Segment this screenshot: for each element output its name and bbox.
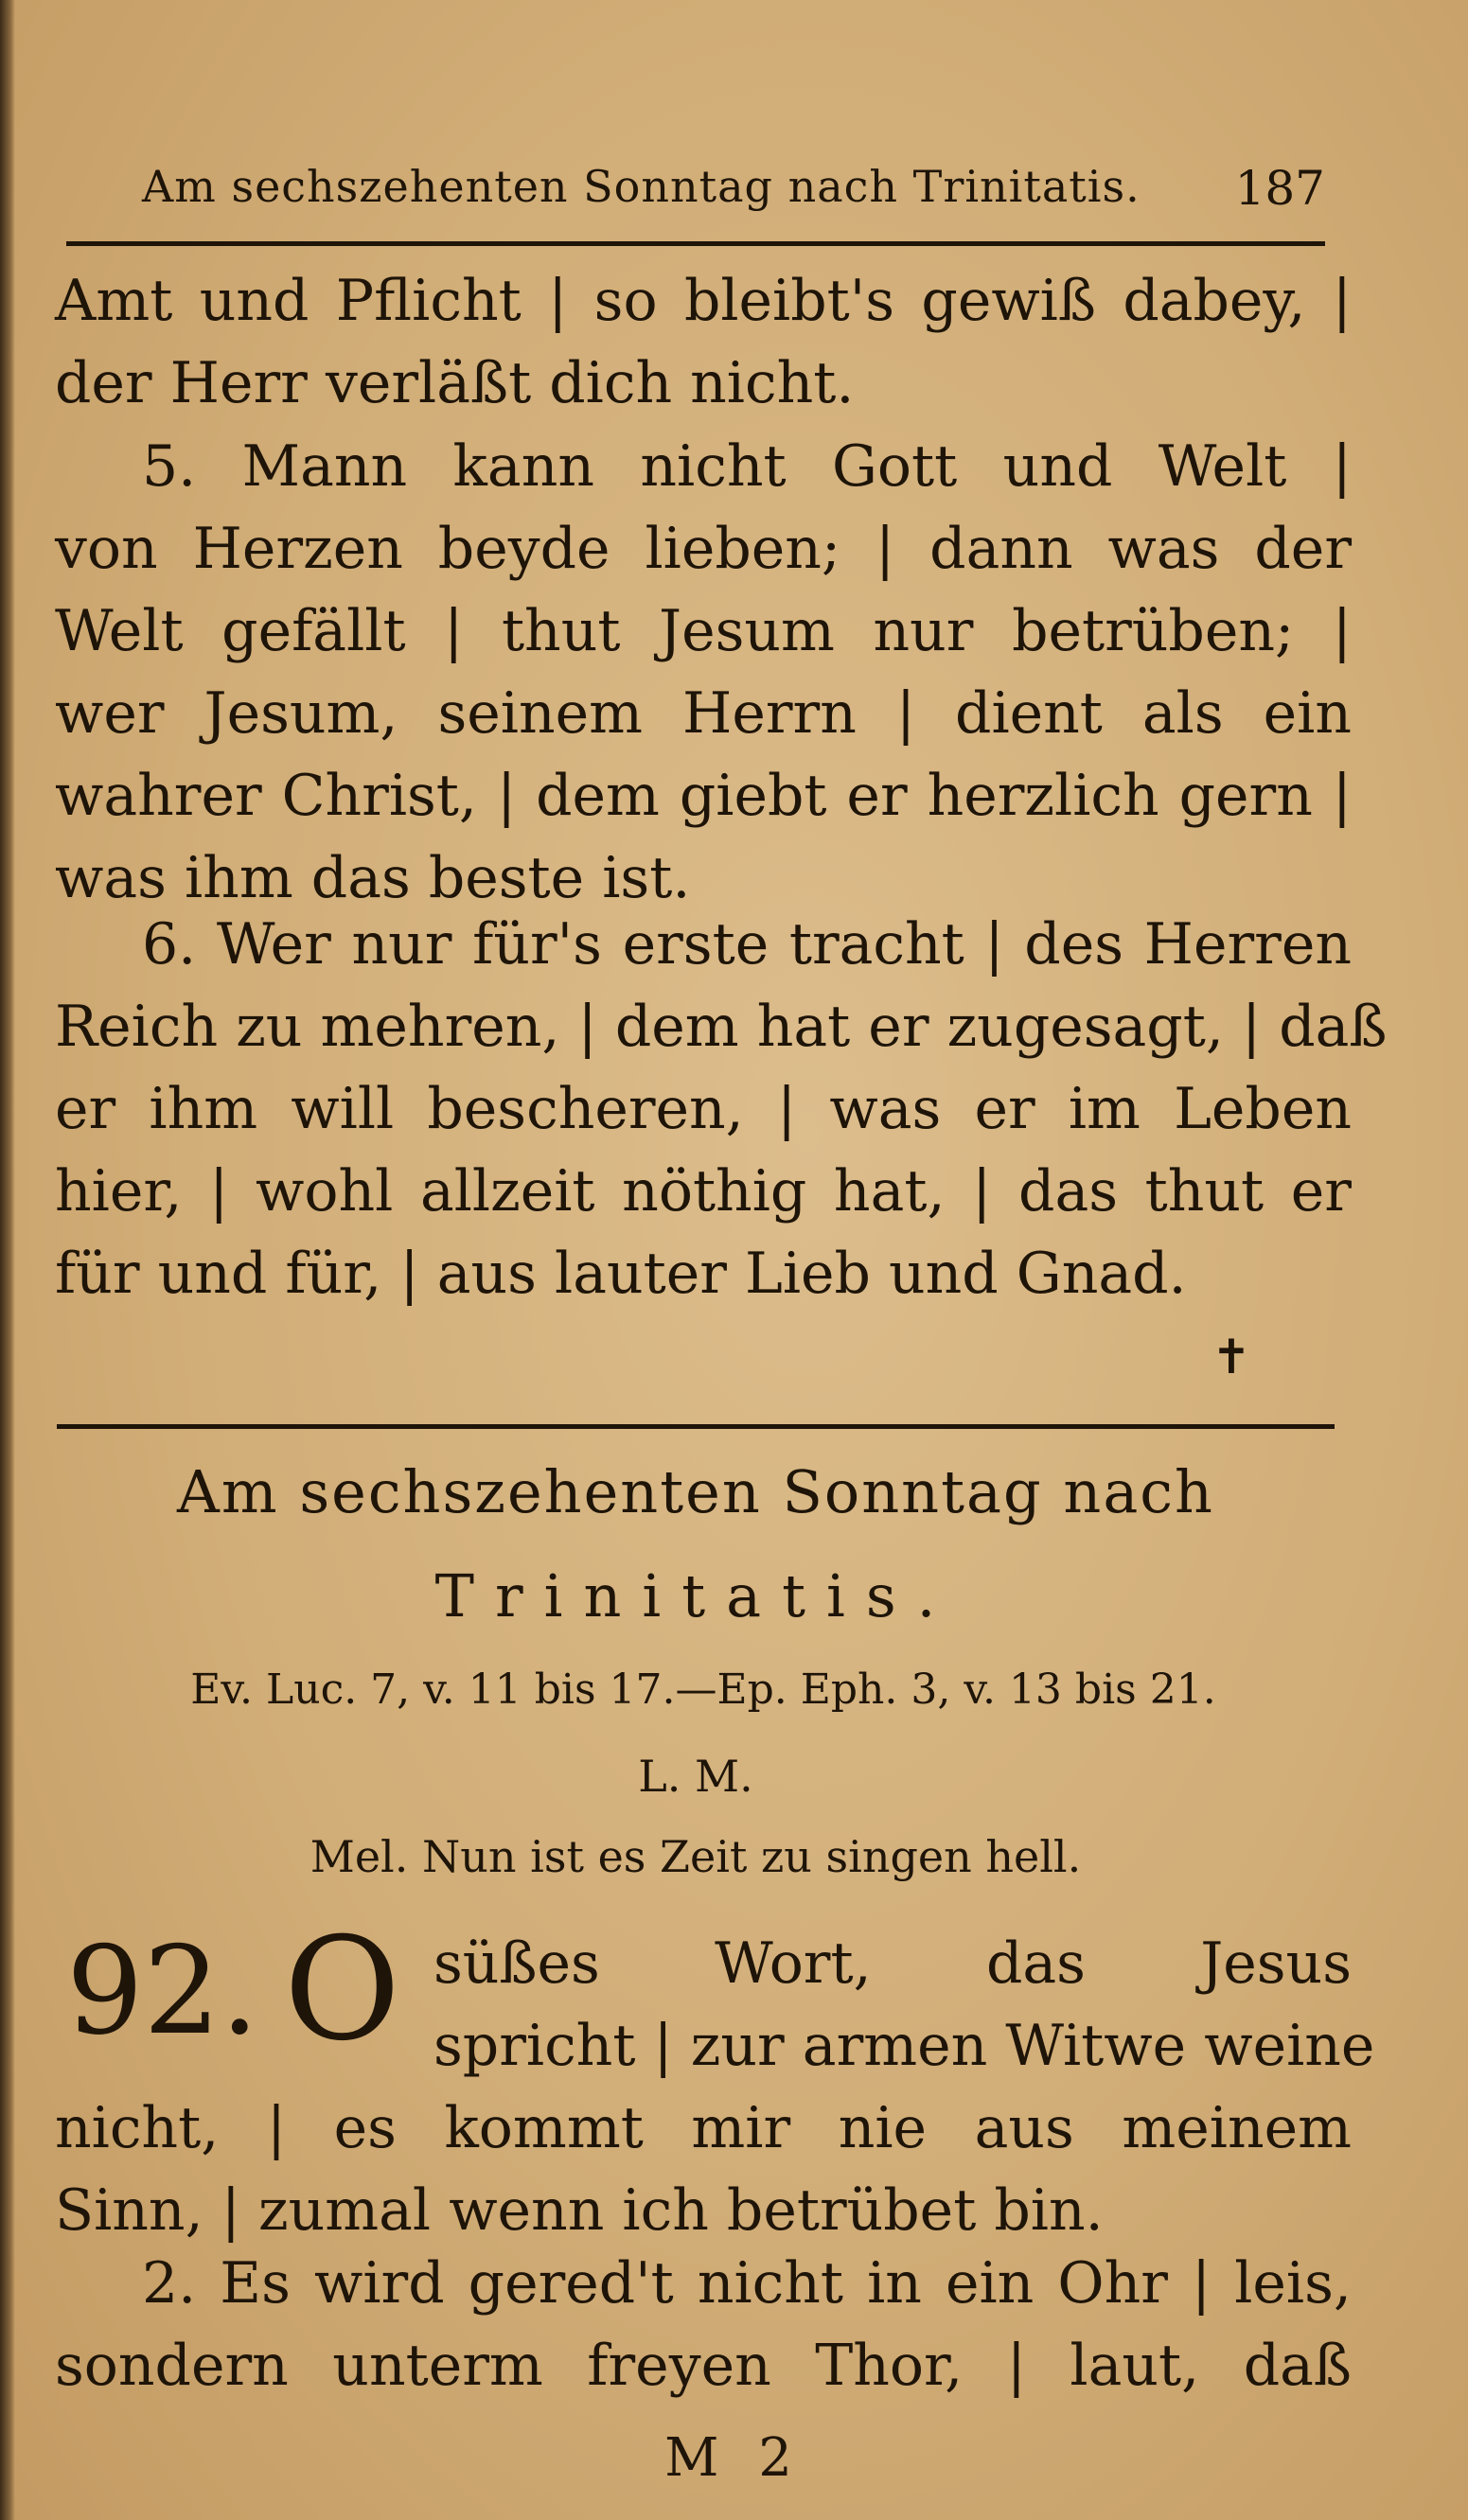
text-line: von Herzen beyde lieben; | dann was der (55, 516, 1352, 582)
text-line: Welt gefällt | thut Jesum nur betrüben; | (55, 598, 1352, 664)
hymn-92-verse-1 (55, 1923, 1375, 2252)
previous-verse-continuation (55, 260, 1352, 425)
text-line: süßes Wort, das Jesus (433, 1930, 1352, 1997)
verse-5 (55, 426, 1352, 920)
header-rule (66, 241, 1325, 246)
text-line: was ihm das beste ist. (55, 845, 691, 911)
signature-mark: M 2 (664, 2427, 804, 2489)
text-line: 2. Es wird gered't nicht in ein Ohr | leis, (142, 2250, 1352, 2317)
text-line: der Herr verläßt dich nicht. (55, 350, 855, 416)
text-line: wahrer Christ, | dem giebt er herzlich gern | (55, 763, 1352, 829)
text-line: wer Jesum, seinem Herrn | dient als ein (55, 680, 1352, 747)
text-line: sondern unterm freyen Thor, | laut, daß (55, 2333, 1352, 2399)
text-line: spricht | zur armen Witwe weine (433, 2013, 1375, 2079)
running-title: Am sechszehenten Sonntag nach Trinitatis. (142, 161, 1141, 212)
text-line: 6. Wer nur für's erste tracht | des Herren (142, 911, 1352, 978)
melody-line: Mel. Nun ist es Zeit zu singen hell. (310, 1831, 1082, 1882)
page-number: 187 (1234, 161, 1325, 216)
running-header (142, 161, 1325, 227)
text-line: Sinn, | zumal wenn ich betrübet bin. (55, 2177, 1104, 2244)
section-title: Am sechszehenten Sonntag nach (177, 1457, 1214, 1526)
cross-ornament: ✝ (1212, 1330, 1251, 1384)
verse-6 (55, 904, 1388, 1315)
drop-capital: O (284, 1908, 400, 2072)
scripture-readings: Ev. Luc. 7, v. 11 bis 17.—Ep. Eph. 3, v. 13 bis 21. (190, 1665, 1216, 1714)
text-line: 5. Mann kann nicht Gott und Welt | (142, 433, 1352, 500)
meter-marker: L. M. (638, 1751, 753, 1802)
section-title-continued: Trinitatis. (434, 1561, 957, 1630)
text-line: für und für, | aus lauter Lieb und Gnad. (55, 1241, 1187, 1307)
text-line: hier, | wohl allzeit nöthig hat, | das thut er (55, 1158, 1352, 1225)
text-line: Amt und Pflicht | so bleibt's gewiß dabey, | (55, 268, 1352, 334)
hymn-92-verse-2 (55, 2243, 1352, 2407)
text-line: Reich zu mehren, | dem hat er zugesagt, | daß (55, 994, 1388, 1060)
text-line: nicht, | es kommt mir nie aus meinem (55, 2095, 1352, 2161)
text-line: er ihm will bescheren, | was er im Leben (55, 1076, 1352, 1142)
hymn-number: 92. (66, 1921, 259, 2062)
book-spine-edge (0, 0, 15, 2520)
section-rule (57, 1424, 1335, 1429)
